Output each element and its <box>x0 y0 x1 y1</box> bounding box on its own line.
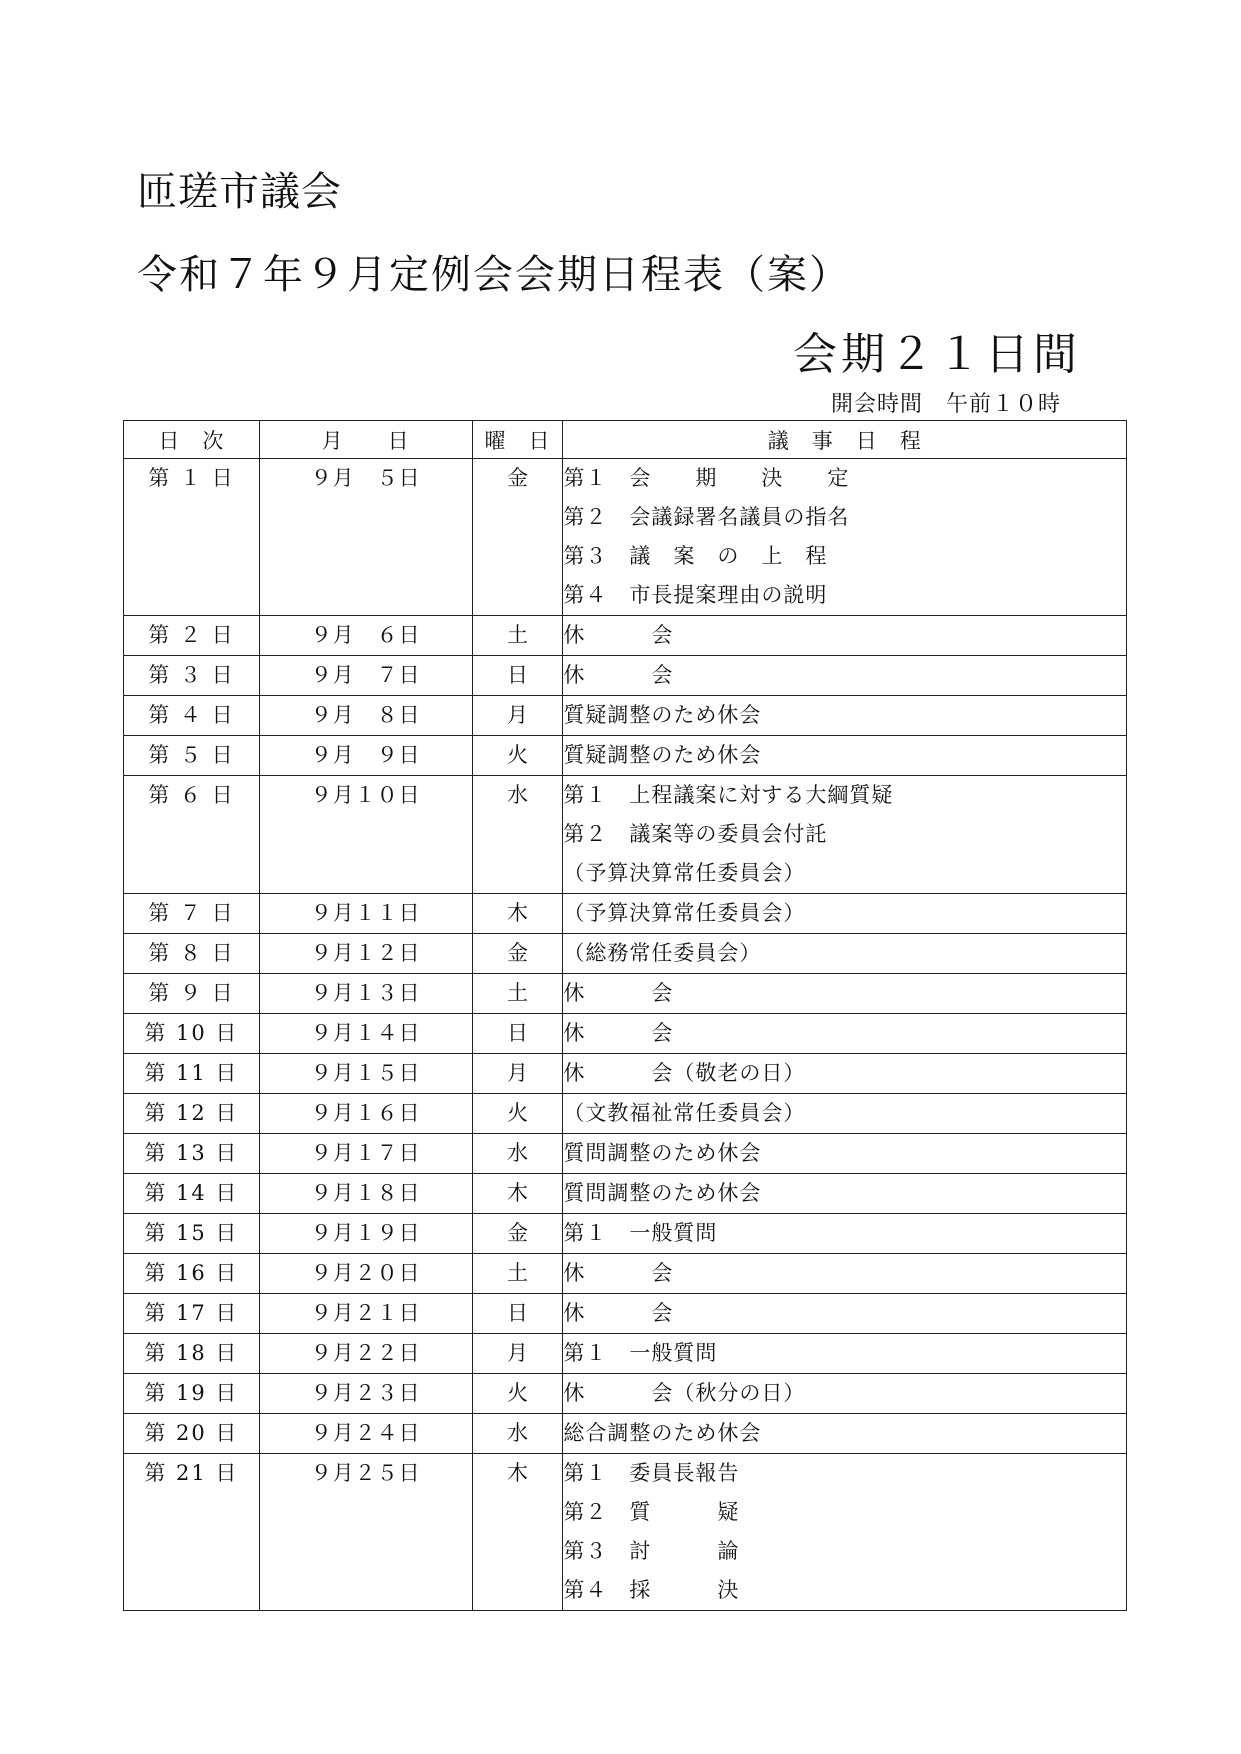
weekday: 土 <box>472 974 563 1014</box>
session-date: ９月１９日 <box>259 1214 472 1254</box>
header-day: 日 次 <box>124 421 260 459</box>
agenda-item: 第２ 会議録署名議員の指名 <box>563 505 850 529</box>
agenda-items <box>563 736 1127 776</box>
header-date: 月 日 <box>259 421 472 459</box>
session-date: ９月 ９日 <box>259 736 472 776</box>
agenda-item: 休 会 <box>563 623 674 647</box>
session-date: ９月２２日 <box>259 1334 472 1374</box>
day-number: 第 ５ 日 <box>124 736 260 776</box>
schedule-rows <box>124 459 1127 1611</box>
session-date: ９月１８日 <box>259 1174 472 1214</box>
weekday: 木 <box>472 1454 563 1611</box>
session-date: ９月２０日 <box>259 1254 472 1294</box>
session-date: ９月１５日 <box>259 1054 472 1094</box>
table-row <box>124 934 1127 974</box>
agenda-item: 第１ 委員長報告 <box>563 1461 740 1485</box>
agenda-items <box>563 1414 1127 1454</box>
table-row <box>124 974 1127 1014</box>
agenda-item: 第３ 討 論 <box>563 1539 740 1563</box>
agenda-item: 質疑調整のため休会 <box>563 743 762 767</box>
session-date: ９月１７日 <box>259 1134 472 1174</box>
day-number: 第 ７ 日 <box>124 894 260 934</box>
weekday: 火 <box>472 1094 563 1134</box>
agenda-items <box>563 1294 1127 1334</box>
table-row <box>124 894 1127 934</box>
session-date: ９月１３日 <box>259 974 472 1014</box>
header-agenda: 議 事 日 程 <box>563 421 1127 459</box>
agenda-item: （総務常任委員会） <box>563 941 762 965</box>
agenda-items <box>563 1174 1127 1214</box>
table-row <box>124 1054 1127 1094</box>
header-weekday: 曜 日 <box>472 421 563 459</box>
session-date: ９月１２日 <box>259 934 472 974</box>
weekday: 土 <box>472 616 563 656</box>
weekday: 月 <box>472 1334 563 1374</box>
agenda-item: 休 会（敬老の日） <box>563 1061 806 1085</box>
table-row <box>124 1134 1127 1174</box>
agenda-item: 質疑調整のため休会 <box>563 703 762 727</box>
weekday: 月 <box>472 1054 563 1094</box>
agenda-item: 総合調整のため休会 <box>563 1421 762 1445</box>
agenda-items <box>563 1134 1127 1174</box>
agenda-item: 第１ 上程議案に対する大綱質疑 <box>563 783 894 807</box>
day-number: 第 ９ 日 <box>124 974 260 1014</box>
agenda-item: 第４ 市長提案理由の説明 <box>563 583 828 607</box>
weekday: 日 <box>472 1294 563 1334</box>
table-row <box>124 696 1127 736</box>
schedule-table <box>123 420 1127 1611</box>
session-date: ９月 ６日 <box>259 616 472 656</box>
agenda-item: （予算決算常任委員会） <box>563 901 806 925</box>
weekday: 水 <box>472 1414 563 1454</box>
table-row <box>124 776 1127 894</box>
agenda-item: 休 会 <box>563 1261 674 1285</box>
day-number: 第 12 日 <box>124 1094 260 1134</box>
agenda-item: （予算決算常任委員会） <box>563 861 806 885</box>
day-number: 第 14 日 <box>124 1174 260 1214</box>
table-header-row <box>124 421 1127 459</box>
agenda-items <box>563 1254 1127 1294</box>
agenda-items <box>563 934 1127 974</box>
session-date: ９月１０日 <box>259 776 472 894</box>
session-date: ９月 ８日 <box>259 696 472 736</box>
session-date: ９月２１日 <box>259 1294 472 1334</box>
agenda-items <box>563 1094 1127 1134</box>
day-number: 第 18 日 <box>124 1334 260 1374</box>
agenda-items <box>563 776 1127 894</box>
table-row <box>124 616 1127 656</box>
table-row <box>124 1414 1127 1454</box>
day-number: 第 21 日 <box>124 1454 260 1611</box>
weekday: 月 <box>472 696 563 736</box>
table-row <box>124 656 1127 696</box>
agenda-item: 第１ 会 期 決 定 <box>563 466 850 490</box>
opening-time: 開会時間 午前１０時 <box>830 392 1061 417</box>
session-date: ９月２３日 <box>259 1374 472 1414</box>
day-number: 第 ３ 日 <box>124 656 260 696</box>
table-row <box>124 1454 1127 1611</box>
table-row <box>124 1214 1127 1254</box>
weekday: 水 <box>472 776 563 894</box>
day-number: 第 19 日 <box>124 1374 260 1414</box>
weekday: 木 <box>472 894 563 934</box>
table-row <box>124 1294 1127 1334</box>
weekday: 水 <box>472 1134 563 1174</box>
weekday: 火 <box>472 736 563 776</box>
session-date: ９月１４日 <box>259 1014 472 1054</box>
agenda-items <box>563 1014 1127 1054</box>
session-date: ９月 ７日 <box>259 656 472 696</box>
agenda-items <box>563 696 1127 736</box>
agenda-items <box>563 616 1127 656</box>
agenda-item: 休 会 <box>563 1021 674 1045</box>
day-number: 第 20 日 <box>124 1414 260 1454</box>
agenda-item: 休 会 <box>563 663 674 687</box>
weekday: 土 <box>472 1254 563 1294</box>
agenda-items <box>563 1374 1127 1414</box>
table-row <box>124 736 1127 776</box>
day-number: 第 15 日 <box>124 1214 260 1254</box>
weekday: 金 <box>472 459 563 616</box>
table-row <box>124 1374 1127 1414</box>
agenda-items <box>563 1214 1127 1254</box>
session-date: ９月２５日 <box>259 1454 472 1611</box>
table-row <box>124 1254 1127 1294</box>
day-number: 第 11 日 <box>124 1054 260 1094</box>
agenda-item: 第１ 一般質問 <box>563 1341 718 1365</box>
weekday: 金 <box>472 934 563 974</box>
day-number: 第 ２ 日 <box>124 616 260 656</box>
table-row <box>124 459 1127 616</box>
agenda-item: 第１ 一般質問 <box>563 1221 718 1245</box>
day-number: 第 １ 日 <box>124 459 260 616</box>
table-row <box>124 1174 1127 1214</box>
session-date: ９月２４日 <box>259 1414 472 1454</box>
day-number: 第 ８ 日 <box>124 934 260 974</box>
agenda-item: 第２ 質 疑 <box>563 1500 740 1524</box>
document-title: 令和７年９月定例会会期日程表（案） <box>137 252 851 298</box>
day-number: 第 13 日 <box>124 1134 260 1174</box>
session-date: ９月１６日 <box>259 1094 472 1134</box>
agenda-item: 第３ 議 案 の 上 程 <box>563 544 828 568</box>
day-number: 第 17 日 <box>124 1294 260 1334</box>
agenda-item: （文教福祉常任委員会） <box>563 1101 806 1125</box>
agenda-item: 休 会 <box>563 981 674 1005</box>
agenda-items <box>563 974 1127 1014</box>
weekday: 火 <box>472 1374 563 1414</box>
agenda-items <box>563 656 1127 696</box>
agenda-item: 第２ 議案等の委員会付託 <box>563 822 828 846</box>
agenda-item: 質問調整のため休会 <box>563 1181 762 1205</box>
table-row <box>124 1334 1127 1374</box>
table-row <box>124 1014 1127 1054</box>
agenda-items <box>563 894 1127 934</box>
day-number: 第 ６ 日 <box>124 776 260 894</box>
weekday: 日 <box>472 656 563 696</box>
table-row <box>124 1094 1127 1134</box>
day-number: 第 10 日 <box>124 1014 260 1054</box>
agenda-items <box>563 459 1127 616</box>
agenda-items <box>563 1054 1127 1094</box>
agenda-items <box>563 1334 1127 1374</box>
session-date: ９月１１日 <box>259 894 472 934</box>
session-duration: 会期２１日間 <box>793 329 1081 380</box>
agenda-items <box>563 1454 1127 1611</box>
day-number: 第 16 日 <box>124 1254 260 1294</box>
session-date: ９月 ５日 <box>259 459 472 616</box>
agenda-item: 質問調整のため休会 <box>563 1141 762 1165</box>
weekday: 金 <box>472 1214 563 1254</box>
weekday: 木 <box>472 1174 563 1214</box>
agenda-item: 休 会 <box>563 1301 674 1325</box>
agenda-item: 休 会（秋分の日） <box>563 1381 806 1405</box>
weekday: 日 <box>472 1014 563 1054</box>
day-number: 第 ４ 日 <box>124 696 260 736</box>
council-name: 匝瑳市議会 <box>137 169 342 215</box>
agenda-item: 第４ 採 決 <box>563 1578 740 1602</box>
